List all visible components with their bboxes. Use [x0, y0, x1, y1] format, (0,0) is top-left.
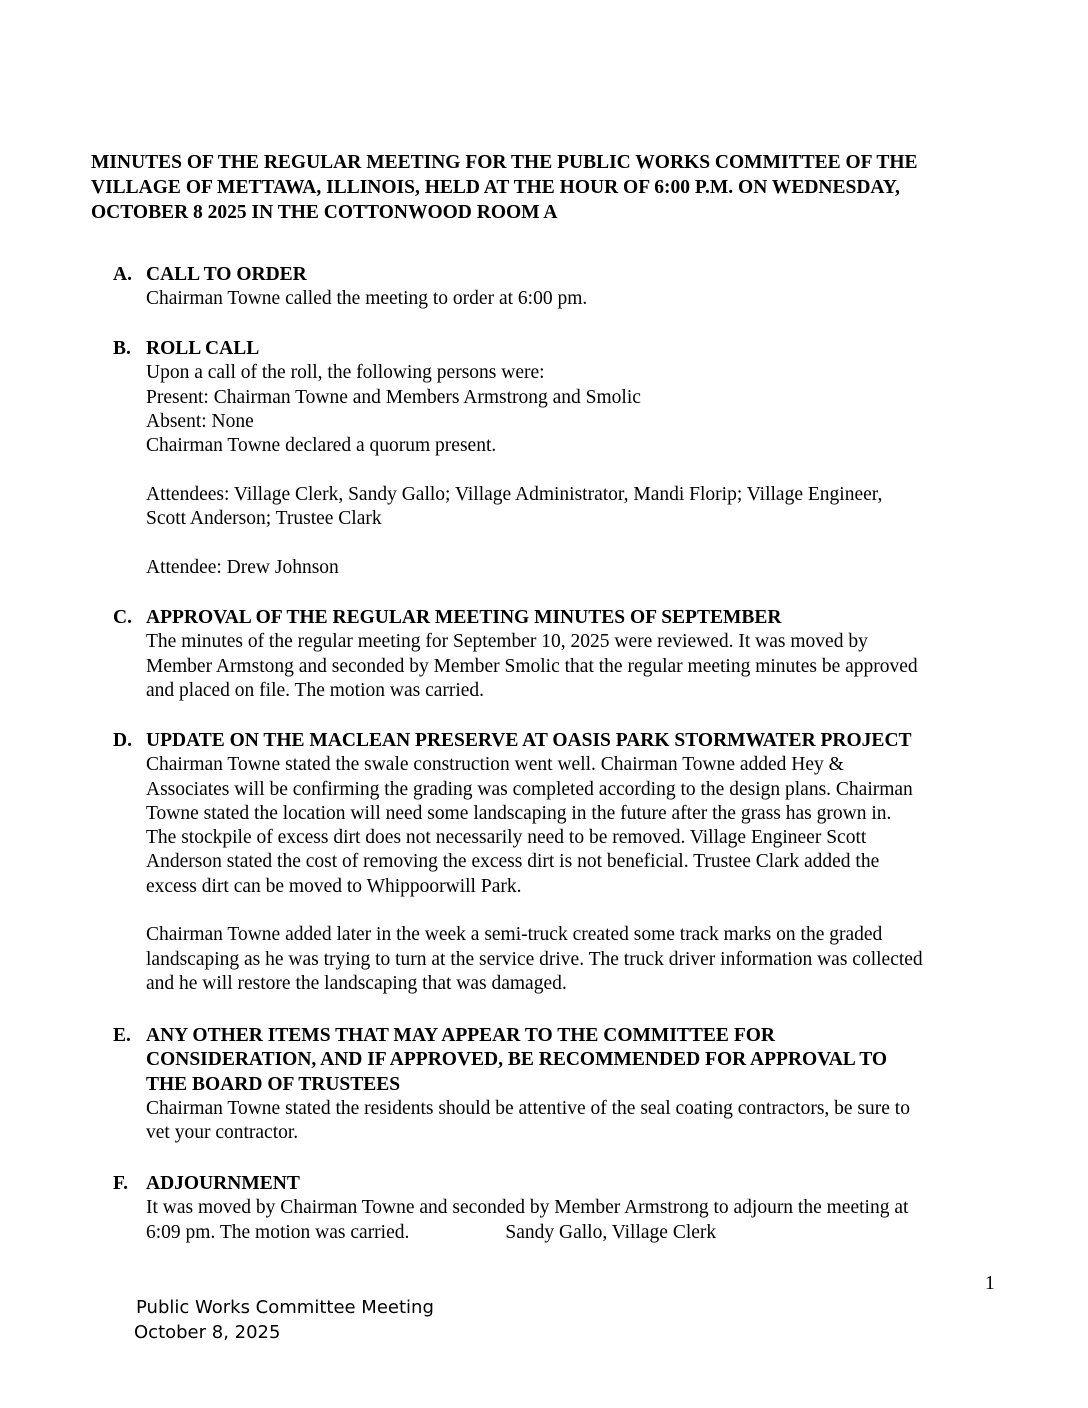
section-title: APPROVAL OF THE REGULAR MEETING MINUTES OF SEPTEMBER — [146, 607, 782, 628]
section-body — [146, 630, 1010, 703]
section-heading — [110, 729, 1010, 753]
body-line: Chairman Towne stated the swale construction went well. Chairman Towne added Hey & — [146, 754, 844, 776]
body-line: Anderson stated the cost of removing the excess dirt is not beneficial. Trustee Clark added the — [146, 851, 880, 873]
section-letter: C. — [113, 607, 132, 628]
absent-line: Absent: None — [146, 410, 254, 432]
section-heading — [110, 606, 1010, 630]
body-line: Associates will be confirming the grading was completed according to the design plans. Chairman — [146, 778, 913, 800]
section-heading — [110, 1024, 1010, 1097]
section-body — [146, 1097, 1010, 1146]
body-line — [146, 1221, 1010, 1245]
section-title-line: CONSIDERATION, AND IF APPROVED, BE RECOMMENDED FOR APPROVAL TO — [146, 1049, 888, 1071]
attendee-line: Attendee: Drew Johnson — [146, 556, 339, 578]
section-approval-of-minutes — [110, 606, 1010, 703]
attendees-line: Scott Anderson; Trustee Clark — [146, 508, 382, 530]
body-line: excess dirt can be moved to Whippoorwill Park. — [146, 875, 522, 897]
section-title — [146, 1024, 887, 1097]
title-line: VILLAGE OF METTAWA, ILLINOIS, HELD AT THE HOUR OF 6:00 P.M. ON WEDNESDAY, — [91, 177, 900, 198]
section-call-to-order — [110, 263, 1010, 312]
body-line: and he will restore the landscaping that was damaged. — [146, 972, 567, 994]
section-letter: E. — [113, 1025, 131, 1046]
section-roll-call — [110, 337, 1010, 580]
attendees-line: Attendees: Village Clerk, Sandy Gallo; Village Administrator, Mandi Florip; Village Engineer, — [146, 483, 883, 505]
footer-meeting-date: October 8, 2025 — [134, 1322, 281, 1343]
body-line: The minutes of the regular meeting for September 10, 2025 were reviewed. It was moved by — [146, 631, 868, 653]
section-body — [146, 753, 1010, 996]
body-line: Chairman Towne stated the residents should be attentive of the seal coating contractors, be sure to — [146, 1097, 910, 1119]
section-heading — [110, 1172, 1010, 1196]
body-line: and placed on file. The motion was carried. — [146, 679, 485, 701]
title-line: MINUTES OF THE REGULAR MEETING FOR THE PUBLIC WORKS COMMITTEE OF THE — [91, 152, 918, 173]
section-body — [146, 361, 1010, 580]
section-body — [146, 1196, 1010, 1245]
document-title — [91, 150, 1011, 225]
section-letter: B. — [113, 338, 131, 359]
section-other-items — [110, 1024, 1010, 1145]
section-title-line: THE BOARD OF TRUSTEES — [146, 1073, 401, 1095]
body-line: It was moved by Chairman Towne and seconded by Member Armstrong to adjourn the meeting at — [146, 1197, 909, 1219]
section-adjournment — [110, 1172, 1010, 1245]
page-footer — [136, 1295, 434, 1345]
section-letter: F. — [113, 1173, 128, 1194]
body-line: Member Armstong and seconded by Member Smolic that the regular meeting minutes be approved — [146, 655, 918, 677]
motion-text: 6:09 pm. The motion was carried. — [146, 1221, 410, 1243]
section-title: UPDATE ON THE MACLEAN PRESERVE AT OASIS PARK STORMWATER PROJECT — [146, 730, 912, 751]
footer-meeting-name: Public Works Committee Meeting — [136, 1297, 434, 1318]
section-title: ROLL CALL — [146, 338, 260, 359]
section-letter: D. — [113, 730, 132, 751]
section-title: ADJOURNMENT — [146, 1173, 300, 1194]
body-line: Chairman Towne called the meeting to order at 6:00 pm. — [146, 288, 588, 310]
body-line: The stockpile of excess dirt does not necessarily need to be removed. Village Engineer Scott — [146, 827, 867, 849]
page-number: 1 — [985, 1273, 995, 1294]
section-title: CALL TO ORDER — [146, 264, 307, 285]
section-letter: A. — [113, 264, 132, 285]
section-heading — [110, 263, 1010, 287]
body-line: vet your contractor. — [146, 1122, 299, 1144]
clerk-signature: Sandy Gallo, Village Clerk — [505, 1221, 717, 1243]
section-heading — [110, 337, 1010, 361]
body-line: Upon a call of the roll, the following persons were: — [146, 362, 545, 384]
section-body — [146, 287, 1010, 311]
quorum-line: Chairman Towne declared a quorum present. — [146, 435, 497, 457]
present-line: Present: Chairman Towne and Members Armstrong and Smolic — [146, 386, 641, 408]
section-title-line: ANY OTHER ITEMS THAT MAY APPEAR TO THE COMMITTEE FOR — [146, 1025, 775, 1046]
body-line: Towne stated the location will need some landscaping in the future after the grass has grown in. — [146, 802, 892, 824]
section-stormwater-project — [110, 729, 1010, 996]
body-line: landscaping as he was trying to turn at the service drive. The truck driver information was collected — [146, 948, 923, 970]
title-line: OCTOBER 8 2025 IN THE COTTONWOOD ROOM A — [91, 202, 558, 223]
body-line: Chairman Towne added later in the week a semi-truck created some track marks on the graded — [146, 924, 883, 946]
